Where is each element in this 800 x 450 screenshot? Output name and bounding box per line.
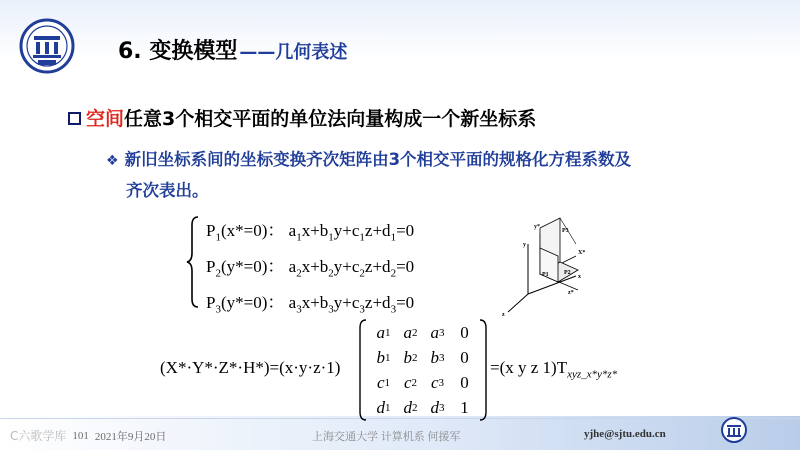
matrix-equation-lhs: (X*·Y*·Z*·H*)=(x·y·z·1) xyxy=(160,358,341,377)
matrix-cell: d 1 xyxy=(376,397,391,417)
matrix-cell: c 1 xyxy=(376,372,391,392)
matrix-cell: a 3 xyxy=(430,322,445,342)
matrix-cell: b 2 xyxy=(403,347,418,367)
bullet-secondary-line-2: 齐次表出。 xyxy=(126,181,209,200)
label-x: x xyxy=(578,274,581,280)
label-y-star: y* xyxy=(534,224,540,230)
label-z: z xyxy=(502,312,505,318)
plane-equation-3: $P_3(y*=0)$： $a_3x+b_3y+c_3z+d_3=0$ xyxy=(206,293,415,316)
bullet-primary xyxy=(68,104,536,131)
label-p1: P1 xyxy=(542,272,549,278)
matrix-cell: b 1 xyxy=(376,347,391,367)
slide-title xyxy=(118,34,347,64)
footer-center: 上海交通大学 计算机系 何援军 xyxy=(312,431,461,443)
footer-date: 2021年9月20日 xyxy=(94,430,167,443)
label-x-star: X* xyxy=(578,250,586,256)
title-subtitle: ——几何表述 xyxy=(239,42,348,63)
left-brace-icon xyxy=(186,215,200,309)
plane-equation-2: $P_2(y*=0)$： $a_2x+b_2y+c_2z+d_2=0$ xyxy=(206,257,415,280)
university-logo-icon xyxy=(18,18,76,74)
matrix-cell: 1 xyxy=(460,397,469,417)
label-z-star: z* xyxy=(568,290,574,296)
title-main: 6. 变换模型 xyxy=(118,39,238,64)
matrix-cell: c 2 xyxy=(403,372,418,392)
bullet-highlight: 空间 xyxy=(86,108,125,130)
checkbox-bullet-icon xyxy=(68,112,81,125)
footer-left xyxy=(10,427,166,444)
matrix-cell: a 2 xyxy=(403,322,418,342)
matrix-cell: 0 xyxy=(460,347,469,367)
page-number: 101 xyxy=(72,429,89,442)
matrix-equation-rhs: =(x y z $1)T_{xyz\_x*y*z*}$ xyxy=(490,358,618,381)
matrix-cell: 0 xyxy=(460,322,469,342)
label-p2: P2 xyxy=(564,270,571,276)
footer-email: yjhe@sjtu.edu.cn xyxy=(584,428,666,440)
footer-logo-icon xyxy=(720,416,748,444)
plane-equation-1: $P_1(x*=0)$： $a_1x+b_1y+c_1z+d_1=0$ xyxy=(206,221,415,244)
bullet-secondary xyxy=(106,145,766,206)
matrix-cell: a 1 xyxy=(376,322,391,342)
bullet-secondary-line-1: ❖ 新旧坐标系间的坐标变换齐次矩阵由3个相交平面的规格化方程系数及 xyxy=(106,150,632,169)
watermark: C六歌学库 xyxy=(10,429,67,443)
matrix-right-bracket-icon xyxy=(478,318,488,422)
diamond-bullet-icon: ❖ xyxy=(106,153,119,169)
label-p3: P3 xyxy=(562,228,569,234)
matrix-cell: d 3 xyxy=(430,397,445,417)
label-y: y xyxy=(523,242,526,248)
bullet-text: 任意3个相交平面的单位法向量构成一个新坐标系 xyxy=(124,108,537,130)
matrix-cell: c 3 xyxy=(430,372,445,392)
matrix-cell: 0 xyxy=(460,372,469,392)
matrix-grid xyxy=(370,320,478,420)
matrix-left-bracket-icon xyxy=(358,318,368,422)
matrix-cell: d 2 xyxy=(403,397,418,417)
coordinate-planes-diagram xyxy=(498,214,598,318)
matrix-cell: b 3 xyxy=(430,347,445,367)
transform-matrix xyxy=(358,318,488,422)
